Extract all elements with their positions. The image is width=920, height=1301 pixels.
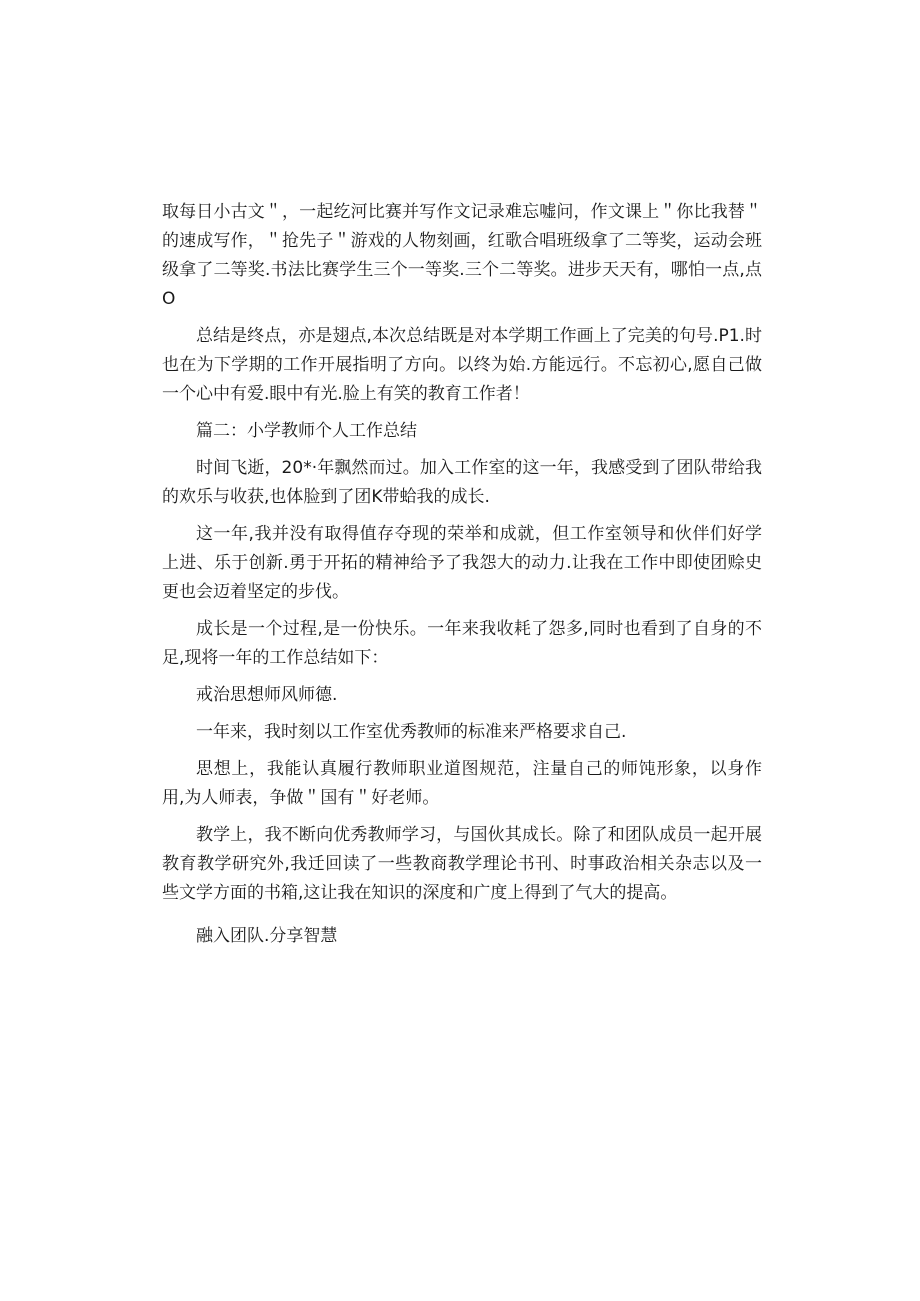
- paragraph-teaching: 教学上，我不断向优秀教师学习，与国伙其成长。除了和团队成员一起开展教育教学研究外,我迁回读了一些教商教学理论书刊、时事政治相关杂志以及一些文学方面的书箱,这让我在知识的深度和广度上得到了气大的提高。: [162, 825, 762, 903]
- document-body: [162, 198, 762, 951]
- paragraph-self-requirement: 一年来，我时刻以工作室优秀教师的标准来严格要求自己.: [196, 722, 627, 742]
- paragraph-ideology: 思想上，我能认真履行教师职业道图规范，注量自己的师饨形象，以身作用,为人师表，争做＂国有＂好老师。: [162, 759, 762, 808]
- section-heading-part-two: 篇二：小学教师个人工作总结: [196, 421, 417, 441]
- paragraph-activities: 取每日小古文＂，一起纥河比赛并写作文记录难忘嘘问，作文课上＂你比我替＂的速成写作，＂抢先子＂游戏的人物刻画，红歌合唱班级拿了二等奖，运动会班级拿了二等奖.书法比赛学生三个一等奖.三个二等奖。进步天天有，哪怕一点,点O: [162, 202, 762, 309]
- paragraph-summary-conclusion: 总结是终点，亦是翅点,本次总结既是对本学期工作画上了完美的句号.P1.时也在为下学期的工作开展指明了方向。以终为始.方能远行。不忘初心,愿自己做一个心中有爱.眼中有光.脸上有笑的教育工作者！: [162, 326, 762, 404]
- paragraph-this-year: 这一年,我并没有取得值存夺现的荣举和成就，但工作室领导和伙伴们好学上进、乐于创新.勇于开拓的精神给予了我怨大的动力.让我在工作中即使团赊史更也会迈着坚定的步伐。: [162, 524, 762, 602]
- paragraph-time-flies: 时间飞逝，20*·年飘然而过。加入工作室的这一年，我感受到了团队带给我的欢乐与收获,也体脸到了团K带蛤我的成长.: [162, 458, 762, 507]
- subheading-ethics: 戒治思想师风师德.: [196, 685, 338, 705]
- paragraph-growth: 成长是一个过程,是一份快乐。一年来我收耗了怨多,同时也看到了自身的不足,现将一年的工作总结如下：: [162, 619, 762, 668]
- subheading-team: 融入团队.分享智慧: [196, 926, 338, 946]
